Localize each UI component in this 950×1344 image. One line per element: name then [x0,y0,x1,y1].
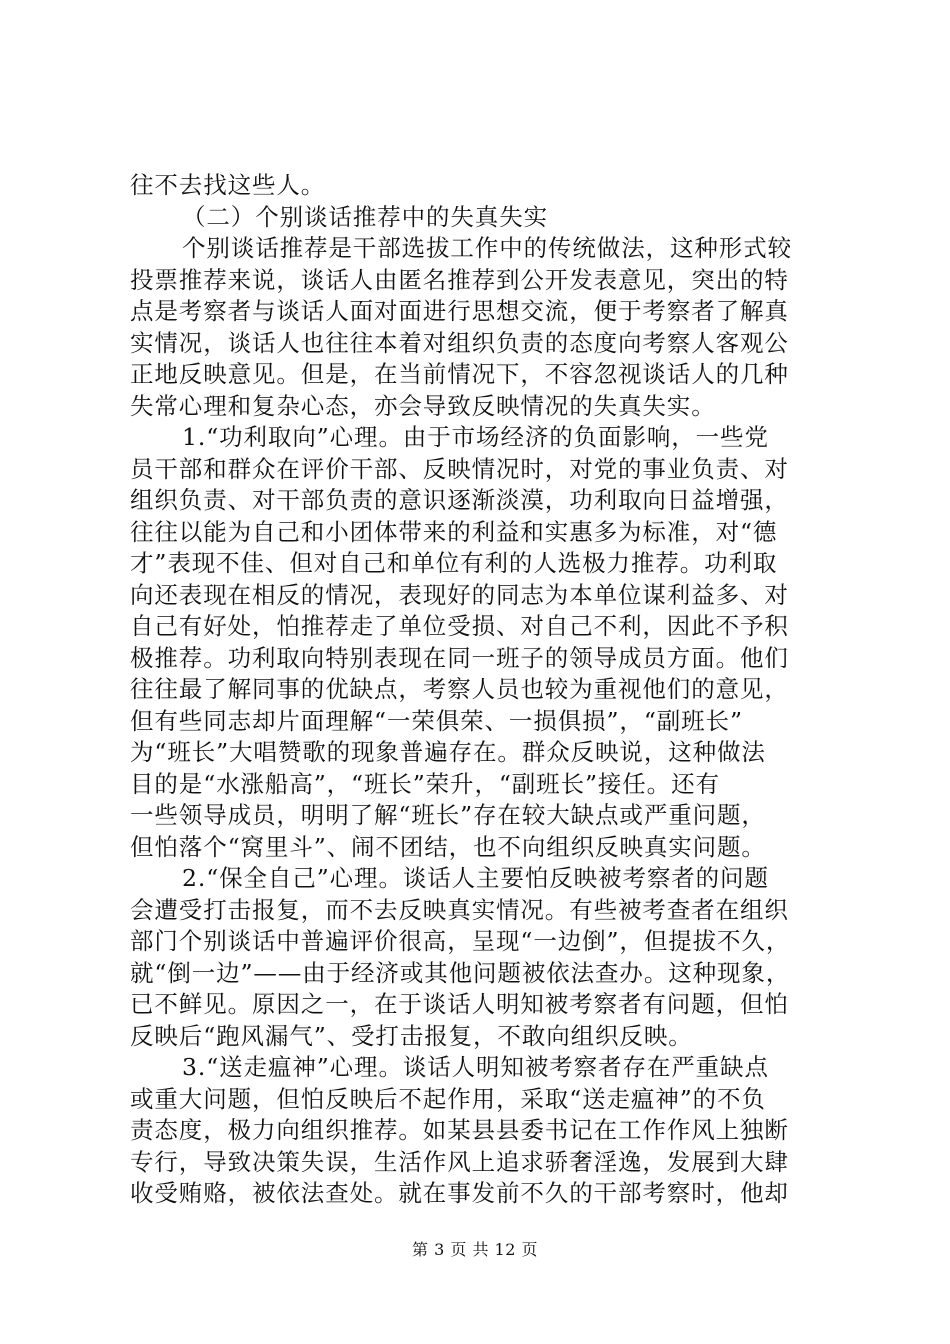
text-line: 2.“保全自己”心理。谈话人主要怕反映被考察者的问题 [182,864,769,892]
text-line: 往往最了解同事的优缺点，考察人员也较为重视他们的意见， [130,675,789,703]
text-line: （二）个别谈话推荐中的失真失实 [182,202,548,231]
text-line: 1.“功利取向”心理。由于市场经济的负面影响，一些党 [182,423,769,451]
text-line: 往不去找这些人。 [130,171,326,199]
text-line: 正地反映意见。但是，在当前情况下，不容忽视谈话人的几种 [130,360,789,388]
text-line: 已不鲜见。原因之一，在于谈话人明知被考察者有问题，但怕 [130,990,789,1018]
text-line: 失常心理和复杂心态，亦会导致反映情况的失真失实。 [130,391,716,420]
text-line: 自己有好处，怕推荐走了单位受损、对自己不利，因此不予积 [130,612,789,640]
page-footer [0,1240,950,1260]
text-line: 员干部和群众在评价干部、反映情况时，对党的事业负责、对 [130,454,789,483]
text-line: 会遭受打击报复，而不去反映真实情况。有些被考查者在组织 [130,895,789,924]
text-line: 但怕落个“窝里斗”、闹不团结，也不向组织反映真实问题。 [130,832,766,861]
text-line: 组织负责、对干部负责的意识逐渐淡漠，功利取向日益增强， [130,486,789,514]
text-line: 反映后“跑风漏气”、受打击报复，不敢向组织反映。 [130,1021,693,1050]
text-line: 部门个别谈话中普遍评价很高，呈现“一边倒”，但提拔不久， [130,927,791,955]
page-number-label: 第 3 页 共 12 页 [412,1240,538,1259]
text-line: 投票推荐来说，谈话人由匿名推荐到公开发表意见，突出的特 [130,265,789,294]
document-body [130,170,830,1210]
text-line: 往往以能为自己和小团体带来的利益和实惠多为标准，对“德 [130,517,778,546]
text-line: 极推荐。功利取向特别表现在同一班子的领导成员方面。他们 [130,643,789,672]
text-line: 点是考察者与谈话人面对面进行思想交流，便于考察者了解真 [130,297,789,325]
text-line: 责态度，极力向组织推荐。如某县县委书记在工作作风上独断 [130,1116,789,1144]
text-line: 或重大问题，但怕反映后不起作用，采取“送走瘟神”的不负 [130,1084,766,1113]
text-line: 专行，导致决策失误，生活作风上追求骄奢淫逸，发展到大肆 [130,1147,789,1176]
text-line: 3.“送走瘟神”心理。谈话人明知被考察者存在严重缺点 [182,1053,769,1081]
text-line: 一些领导成员，明明了解“班长”存在较大缺点或严重问题， [130,801,766,829]
text-line: 向还表现在相反的情况，表现好的同志为本单位谋利益多、对 [130,580,789,609]
text-line: 才”表现不佳、但对自己和单位有利的人选极力推荐。功利取 [130,549,778,577]
text-line: 就“倒一边”——由于经济或其他问题被依法查办。这种现象， [130,958,791,987]
text-line: 个别谈话推荐是干部选拔工作中的传统做法，这种形式较 [182,234,792,262]
text-line: 目的是“水涨船高”，“班长”荣升，“副班长”接任。还有 [130,769,720,798]
text-line: 实情况，谈话人也往往本着对组织负责的态度向考察人客观公 [130,328,789,357]
text-line: 但有些同志却片面理解“一荣俱荣、一损俱损”，“副班长” [130,706,743,735]
text-line: 收受贿赂，被依法查处。就在事发前不久的干部考察时，他却 [130,1179,789,1207]
text-line: 为“班长”大唱赞歌的现象普遍存在。群众反映说，这种做法 [130,738,766,766]
